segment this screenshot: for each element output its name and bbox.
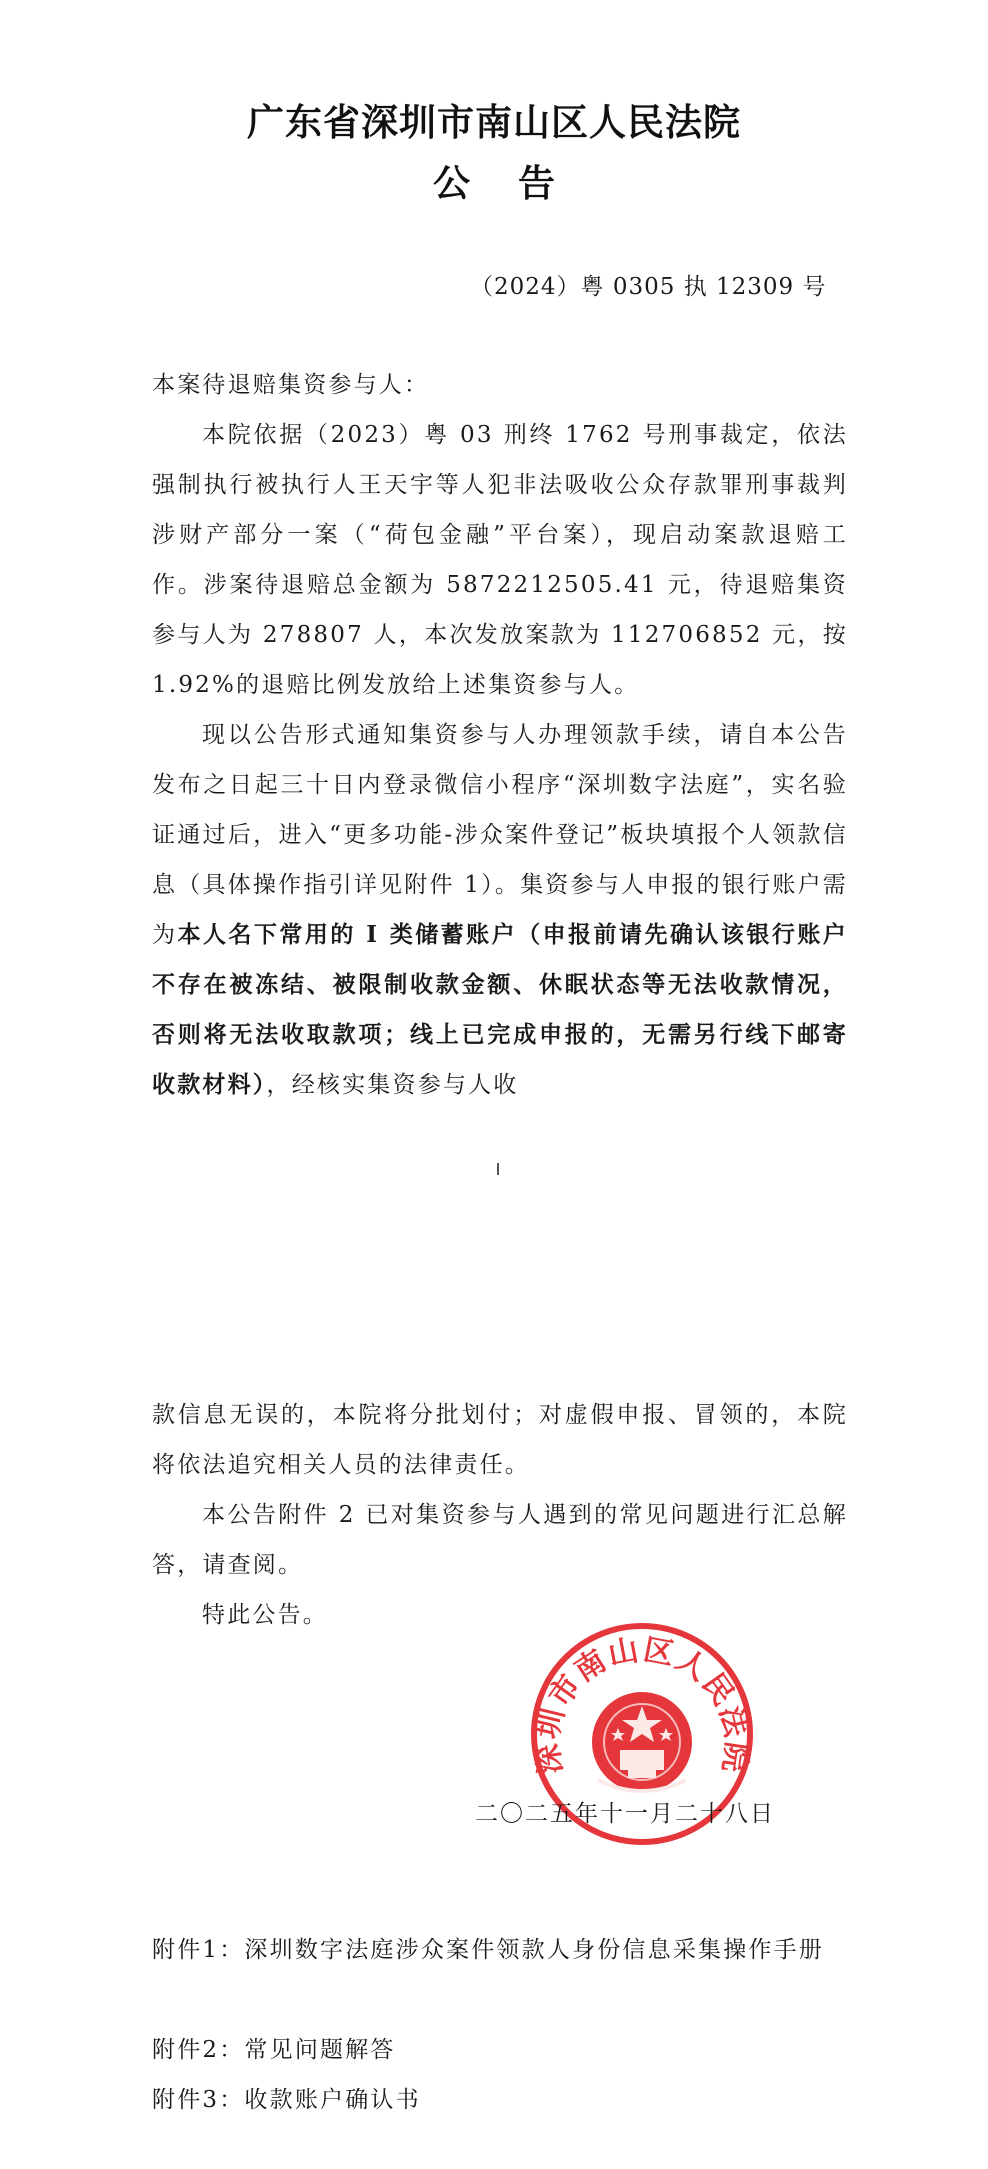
attachment-2: 附件2：常见问题解答 <box>152 2037 396 2063</box>
signature-date: 二〇二五年十一月二十八日 <box>475 1801 775 1827</box>
paragraph-3: 本公告附件 2 已对集资参与人遇到的常见问题进行汇总解答，请查阅。 <box>152 1502 848 1578</box>
paragraph-1: 本院依据（2023）粤 03 刑终 1762 号刑事裁定，依法强制执行被执行人王天宇等人犯非法吸收公众存款罪刑事裁判涉财产部分一案（“荷包金融”平台案），现启动案款退赔工作。涉案待退赔总金额为 5872212505.41 元，待退赔集资参与人为 278807 人，本次发放案款为 112706852 元，按 1.92%的退赔比例发放给上述集资参与人。 <box>152 422 848 698</box>
addressee: 本案待退赔集资参与人： <box>152 372 430 398</box>
page-break-mark <box>497 1163 499 1175</box>
paragraph-2-tail: ，经核实集资参与人收 <box>266 1072 519 1098</box>
case-number: （2024）粤 0305 执 12309 号 <box>470 274 827 300</box>
paragraph-2-continued: 款信息无误的，本院将分批划付；对虚假申报、冒领的，本院将依法追究相关人员的法律责任。 <box>152 1402 848 1478</box>
notice-title: 公告 <box>433 162 603 205</box>
paragraph-2-bold: 本人名下常用的 I 类储蓄账户（申报前请先确认该银行账户不存在被冻结、被限制收款金额、休眠状态等无法收款情况，否则将无法收取款项；线上已完成申报的，无需另行线下邮寄收款材料） <box>152 921 849 1098</box>
court-name: 广东省深圳市南山区人民法院 <box>247 101 741 144</box>
closing-text: 特此公告。 <box>202 1602 328 1628</box>
attachment-1: 附件1：深圳数字法庭涉众案件领款人身份信息采集操作手册 <box>152 1937 825 1963</box>
attachment-3: 附件3：收款账户确认书 <box>152 2087 421 2113</box>
paragraph-2-text: 现以公告形式通知集资参与人办理领款手续，请自本公告发布之日起三十日内登录微信小程序“深圳数字法庭”，实名验证通过后，进入“更多功能-涉众案件登记”板块填报个人领款信息（具体操作指引详见附件 1）。集资参与人申报的银行账户需为 <box>152 722 848 948</box>
seal-text: 深圳市南山区人民法院 <box>529 1632 755 1777</box>
paragraph-2 <box>152 710 848 1110</box>
